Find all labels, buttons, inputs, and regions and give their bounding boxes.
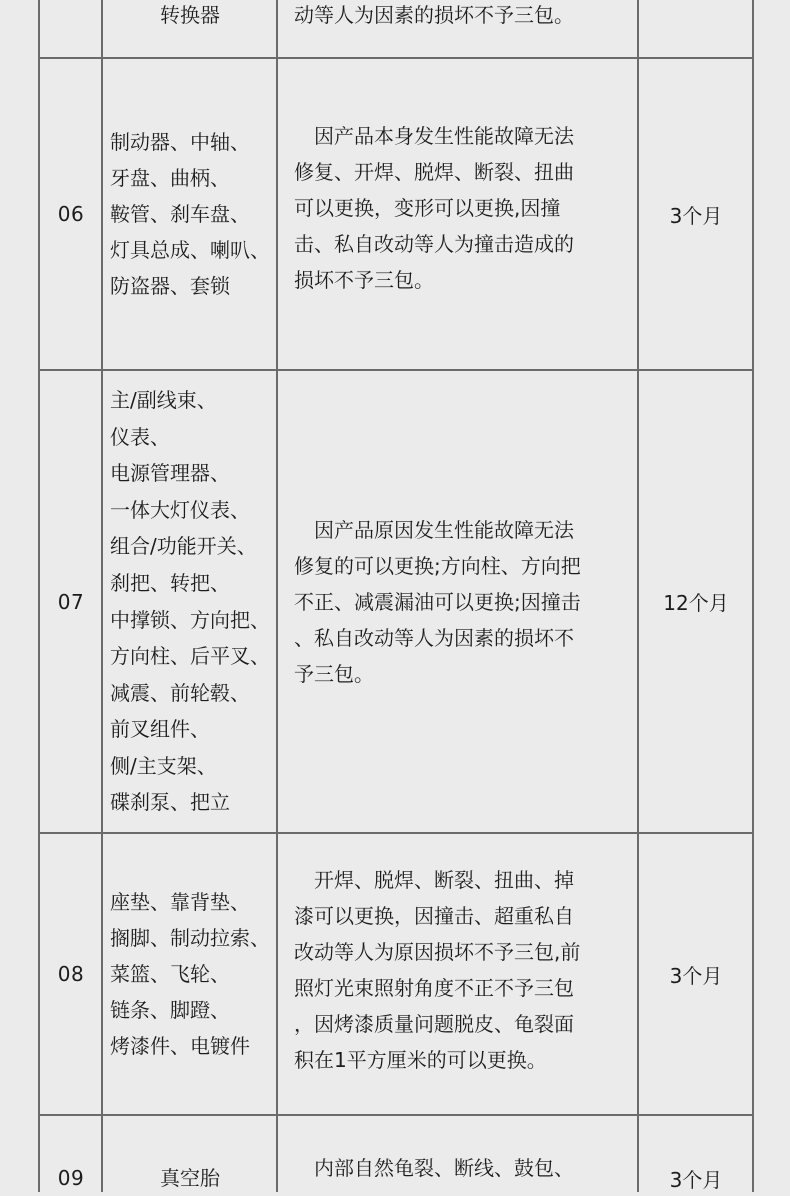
description-line: 可以更换，变形可以更换,因撞 — [294, 196, 561, 220]
description-line: 予三包。 — [294, 661, 374, 686]
parts-cell — [104, 0, 276, 34]
table-row — [0, 371, 790, 832]
table-row — [0, 1116, 790, 1192]
description-line: 损坏不予三包。 — [294, 268, 434, 292]
parts-cell — [104, 1160, 276, 1196]
table-border — [637, 59, 639, 369]
description-line: 修复的可以更换;方向柱、方向把 — [294, 553, 581, 578]
description-line: 击、私自改动等人为撞击造成的 — [294, 232, 574, 256]
description-line: 动等人为因素的损坏不予三包。 — [294, 3, 574, 27]
table-border — [752, 834, 754, 1114]
parts-line: 电源管理器、 — [110, 461, 230, 486]
table-border — [637, 1116, 639, 1192]
description-cell — [294, 1150, 624, 1186]
description-cell — [294, 830, 624, 1110]
table-row — [0, 59, 790, 369]
warranty-period: 3个月 — [669, 963, 723, 988]
description-line: 、私自改动等人为因素的损坏不 — [294, 625, 574, 650]
table-row — [0, 834, 790, 1114]
parts-line: 主/副线束、 — [110, 387, 217, 412]
parts-line: 鞍管、刹车盘、 — [110, 202, 250, 226]
parts-cell — [110, 834, 280, 1114]
warranty-period: 12个月 — [663, 591, 729, 615]
parts-cell — [110, 371, 280, 832]
parts-line: 菜篮、飞轮、 — [110, 962, 230, 986]
parts-line: 减震、前轮毂、 — [110, 680, 250, 705]
table-border — [637, 0, 639, 58]
parts-line: 转换器 — [160, 3, 220, 27]
parts-line: 灯具总成、喇叭、 — [110, 238, 270, 262]
warranty-period: 3个月 — [669, 203, 723, 228]
description-line: 内部自然龟裂、断线、鼓包、 — [294, 1156, 574, 1180]
row-number: 09 — [57, 1166, 85, 1190]
table-border — [752, 0, 754, 58]
table-border — [752, 1116, 754, 1192]
warranty-period: 3个月 — [669, 1167, 723, 1192]
parts-line: 侧/主支架、 — [110, 753, 217, 778]
parts-line: 座垫、靠背垫、 — [110, 890, 250, 914]
row-number: 08 — [57, 962, 85, 986]
row-number: 07 — [57, 589, 85, 614]
parts-line: 方向柱、后平叉、 — [110, 644, 270, 669]
parts-line: 组合/功能开关、 — [110, 534, 257, 559]
description-line: 改动等人为原因损坏不予三包,前 — [294, 940, 581, 964]
parts-line: 中撑锁、方向把、 — [110, 607, 270, 632]
row-number: 06 — [57, 202, 85, 226]
parts-line: 真空胎 — [160, 1166, 220, 1190]
table-border — [38, 0, 40, 58]
parts-line: 防盗器、套锁 — [110, 274, 230, 298]
description-line: ，因烤漆质量问题脱皮、龟裂面 — [294, 1012, 574, 1036]
table-border — [276, 0, 278, 58]
description-line: 因产品本身发生性能故障无法 — [294, 124, 574, 148]
table-border — [276, 1116, 278, 1192]
table-border — [637, 371, 639, 832]
parts-line: 一体大灯仪表、 — [110, 497, 250, 522]
description-line: 漆可以更换，因撞击、超重私自 — [294, 904, 574, 928]
description-cell — [294, 0, 624, 34]
parts-line: 烤漆件、电镀件 — [110, 1034, 250, 1058]
parts-line: 链条、脚蹬、 — [110, 998, 230, 1022]
table-border — [637, 834, 639, 1114]
table-border — [101, 0, 103, 58]
table-border — [752, 371, 754, 832]
description-line: 开焊、脱焊、断裂、扭曲、掉 — [294, 868, 574, 892]
parts-line: 仪表、 — [110, 424, 170, 449]
description-line: 不正、减震漏油可以更换;因撞击 — [294, 589, 581, 614]
parts-line: 牙盘、曲柄、 — [110, 166, 230, 190]
description-line: 因产品原因发生性能故障无法 — [294, 517, 574, 542]
parts-line: 制动器、中轴、 — [110, 130, 250, 154]
table-border — [752, 59, 754, 369]
parts-line: 碟刹泵、把立 — [110, 790, 230, 815]
parts-line: 搁脚、制动拉索、 — [110, 926, 270, 950]
parts-line: 前叉组件、 — [110, 717, 210, 742]
description-cell — [294, 53, 624, 363]
description-line: 照灯光束照射角度不正不予三包 — [294, 976, 574, 1000]
description-line: 积在1平方厘米的可以更换。 — [294, 1048, 547, 1072]
table-row — [0, 0, 790, 58]
parts-cell — [110, 59, 280, 369]
description-line: 修复、开焊、脱焊、断裂、扭曲 — [294, 160, 574, 184]
parts-line: 刹把、转把、 — [110, 570, 230, 595]
description-cell — [294, 371, 624, 832]
